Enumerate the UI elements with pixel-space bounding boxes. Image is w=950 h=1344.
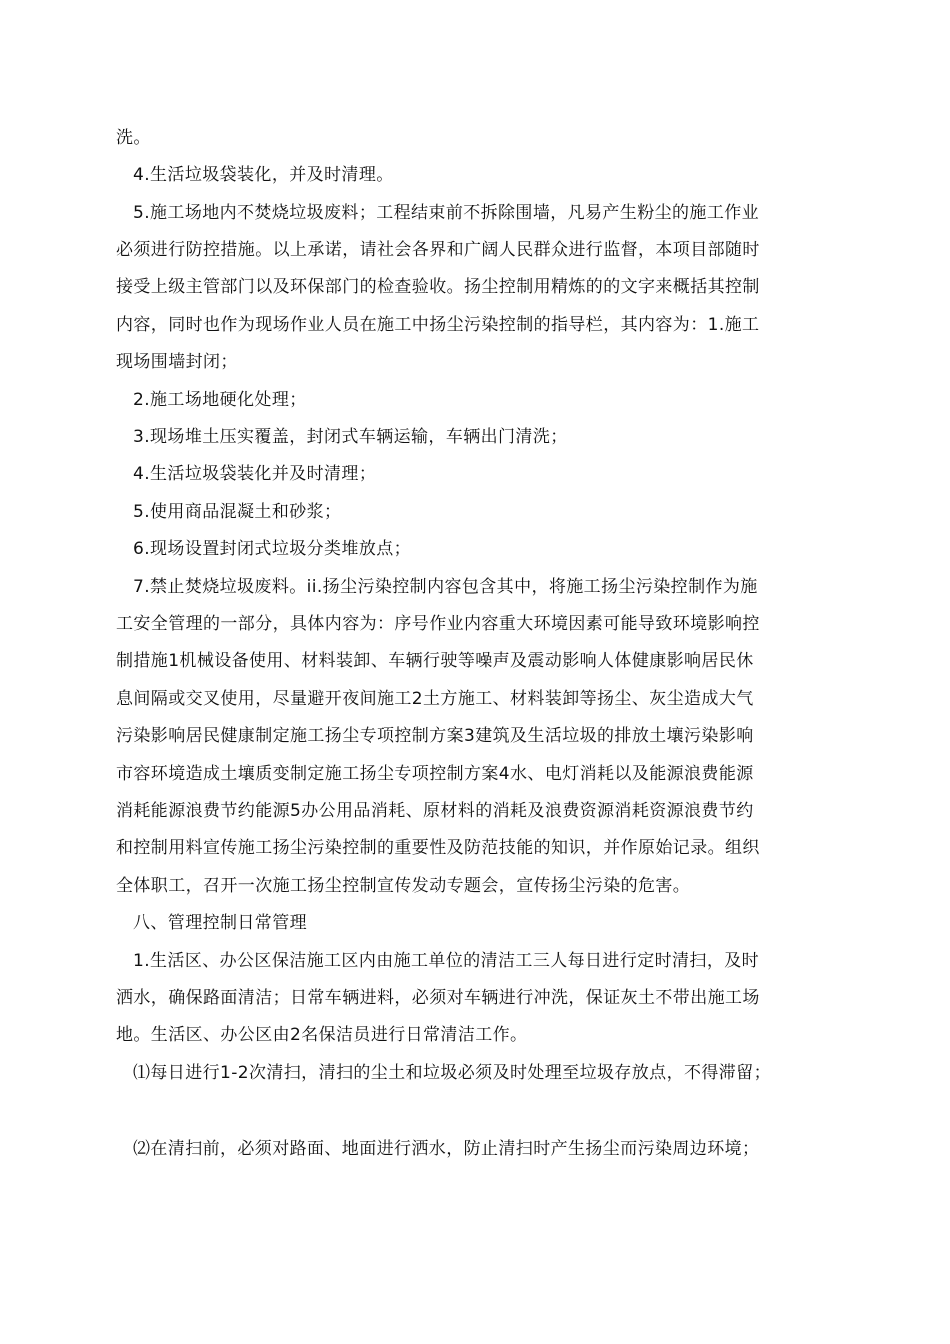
text-line: 4.生活垃圾袋装化，并及时清理。 [133,165,394,185]
text-line: 4.生活垃圾袋装化并及时清理； [133,464,377,484]
text-line: 市容环境造成土壤质变制定施工扬尘专项控制方案4水、电灯消耗以及能源浪费能源 [116,764,754,784]
text-line: 和控制用料宣传施工扬尘污染控制的重要性及防范技能的知识，并作原始记录。组织 [116,838,760,858]
text-line: 5.施工场地内不焚烧垃圾废料；工程结束前不拆除围墙，凡易产生粉尘的施工作业 [133,203,760,223]
text-line: 洗。 [116,128,151,148]
text-line: 6.现场设置封闭式垃圾分类堆放点； [133,539,412,559]
text-line: 7.禁止焚烧垃圾废料。ii.扬尘污染控制内容包含其中，将施工扬尘污染控制作为施 [133,577,758,597]
text-line: 3.现场堆土压实覆盖，封闭式车辆运输，车辆出门清洗； [133,427,568,447]
text-line: ⑵在清扫前，必须对路面、地面进行洒水，防止清扫时产生扬尘而污染周边环境； [133,1139,760,1159]
text-line: 接受上级主管部门以及环保部门的检查验收。扬尘控制用精炼的的文字来概括其控制 [116,277,760,297]
text-line: 地。生活区、办公区由2名保洁员进行日常清洁工作。 [116,1025,528,1045]
text-line: 息间隔或交叉使用，尽量避开夜间施工2土方施工、材料装卸等扬尘、灰尘造成大气 [116,689,754,709]
text-line: 内容，同时也作为现场作业人员在施工中扬尘污染控制的指导栏，其内容为：1.施工 [116,315,760,335]
section-heading: 八、管理控制日常管理 [133,913,307,933]
text-line: 5.使用商品混凝土和砂浆； [133,502,342,522]
text-line: 工安全管理的一部分，具体内容为：序号作业内容重大环境因素可能导致环境影响控 [116,614,760,634]
text-line: 现场围墙封闭； [116,352,238,372]
text-line: ⑴每日进行1-2次清扫，清扫的尘土和垃圾必须及时处理至垃圾存放点，不得滞留； [133,1063,771,1083]
text-line: 污染影响居民健康制定施工扬尘专项控制方案3建筑及生活垃圾的排放土壤污染影响 [116,726,754,746]
text-line: 洒水，确保路面清洁；日常车辆进料，必须对车辆进行冲洗，保证灰土不带出施工场 [116,988,760,1008]
text-line: 1.生活区、办公区保洁施工区内由施工单位的清洁工三人每日进行定时清扫，及时 [133,951,760,971]
text-line: 消耗能源浪费节约能源5办公用品消耗、原材料的消耗及浪费资源消耗资源浪费节约 [116,801,754,821]
text-line: 制措施1机械设备使用、材料装卸、车辆行驶等噪声及震动影响人体健康影响居民休 [116,651,754,671]
text-line: 2.施工场地硬化处理； [133,390,307,410]
text-line: 全体职工，召开一次施工扬尘控制宣传发动专题会，宣传扬尘污染的危害。 [116,876,691,896]
text-line: 必须进行防控措施。以上承诺，请社会各界和广阔人民群众进行监督，本项目部随时 [116,240,760,260]
